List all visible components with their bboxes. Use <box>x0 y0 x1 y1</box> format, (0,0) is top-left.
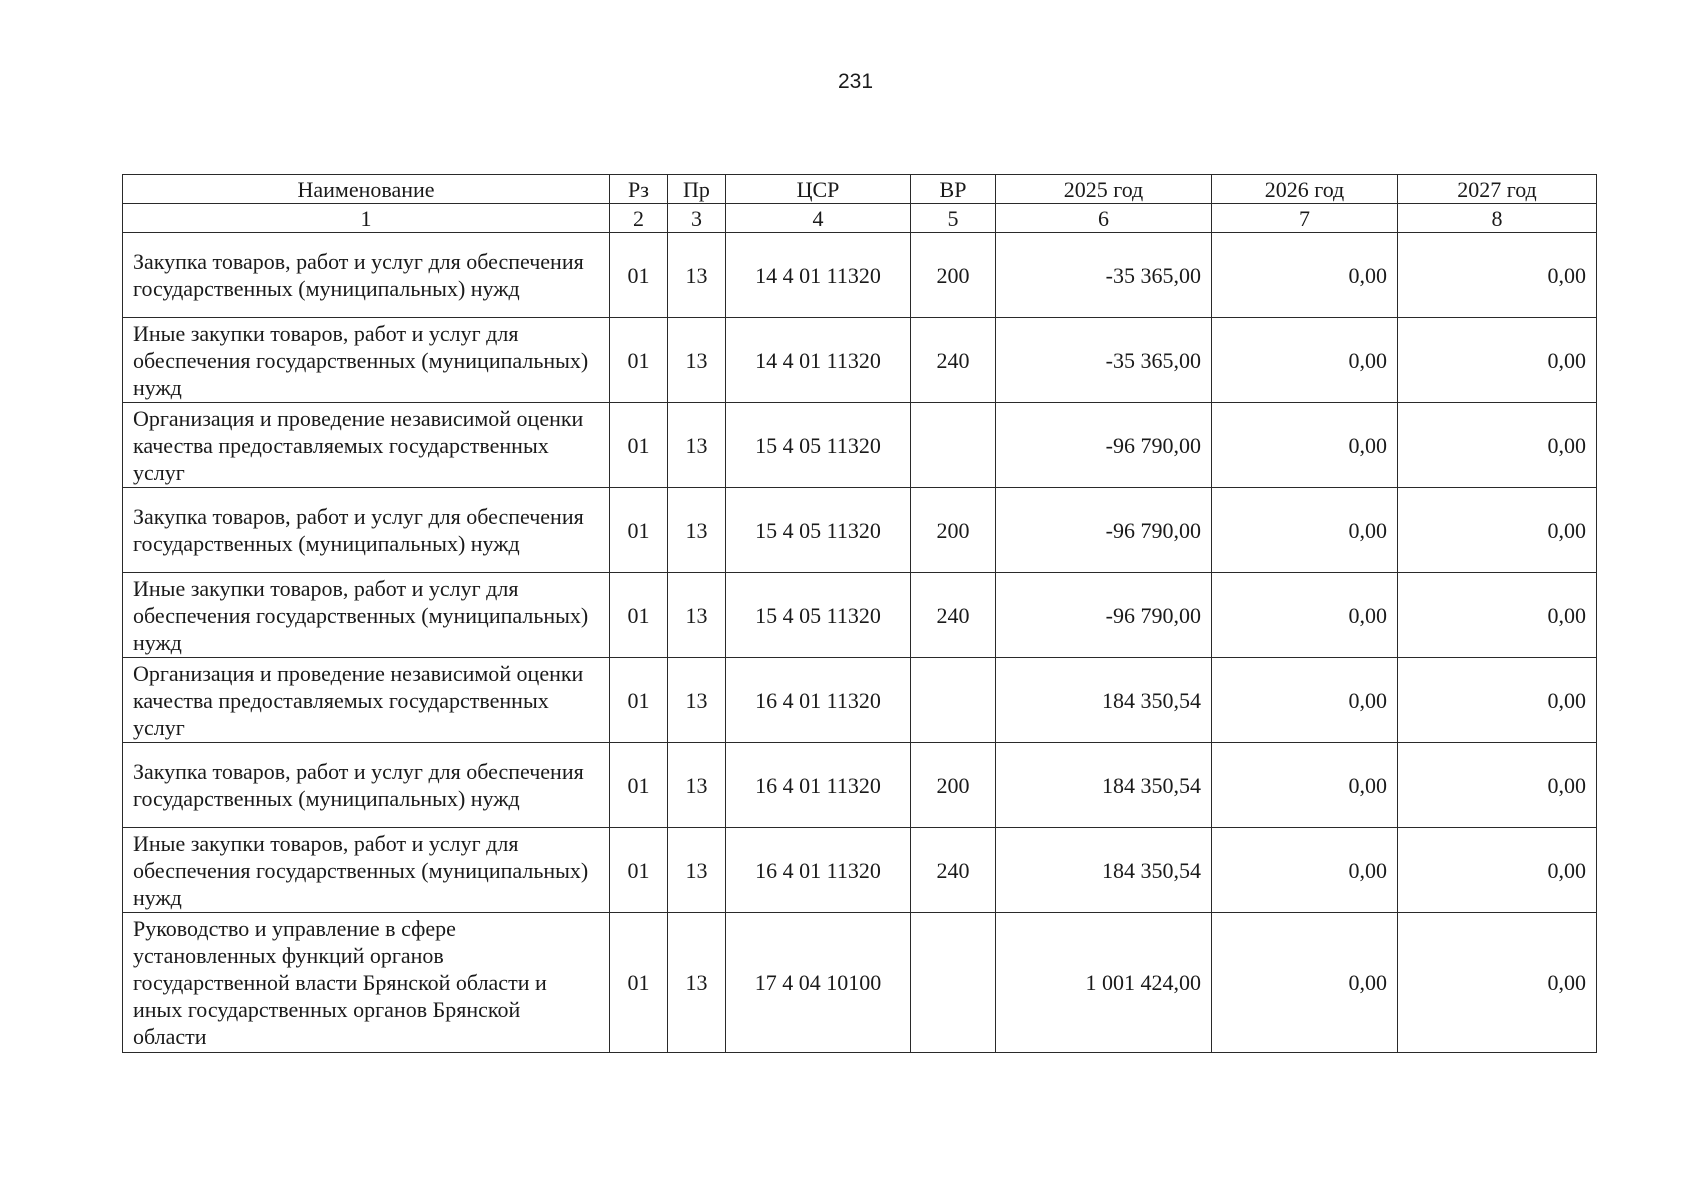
page-number: 231 <box>837 70 874 93</box>
table-row <box>123 913 1597 1053</box>
row-pr: 13 <box>668 913 726 1053</box>
row-name: Иные закупки товаров, работ и услуг для обеспечения государственных (муниципальных) нужд <box>123 828 610 913</box>
row-pr: 13 <box>668 658 726 743</box>
table-row <box>123 488 1597 573</box>
row-amount-2027: 0,00 <box>1398 828 1597 913</box>
row-csr: 16 4 01 11320 <box>726 658 911 743</box>
row-amount-2026: 0,00 <box>1212 573 1398 658</box>
budget-table <box>122 174 1597 1053</box>
row-csr: 15 4 05 11320 <box>726 488 911 573</box>
row-pr: 13 <box>668 743 726 828</box>
row-amount-2025: -96 790,00 <box>996 573 1212 658</box>
row-csr: 16 4 01 11320 <box>726 743 911 828</box>
column-number: 1 <box>123 204 610 233</box>
row-vr: 200 <box>911 743 996 828</box>
row-vr: 200 <box>911 488 996 573</box>
row-vr <box>911 403 996 488</box>
header-row <box>123 175 1597 204</box>
row-amount-2025: -35 365,00 <box>996 318 1212 403</box>
header-2026: 2026 год <box>1212 175 1398 204</box>
row-amount-2027: 0,00 <box>1398 488 1597 573</box>
row-rz: 01 <box>610 913 668 1053</box>
row-amount-2027: 0,00 <box>1398 233 1597 318</box>
row-pr: 13 <box>668 573 726 658</box>
header-name: Наименование <box>123 175 610 204</box>
header-vr: ВР <box>911 175 996 204</box>
column-number: 5 <box>911 204 996 233</box>
row-name: Закупка товаров, работ и услуг для обеспечения государственных (муниципальных) нужд <box>123 488 610 573</box>
row-vr: 200 <box>911 233 996 318</box>
row-amount-2025: -96 790,00 <box>996 403 1212 488</box>
row-name: Иные закупки товаров, работ и услуг для обеспечения государственных (муниципальных) нужд <box>123 573 610 658</box>
row-amount-2026: 0,00 <box>1212 828 1398 913</box>
row-amount-2026: 0,00 <box>1212 488 1398 573</box>
row-vr <box>911 913 996 1053</box>
column-number: 6 <box>996 204 1212 233</box>
row-pr: 13 <box>668 403 726 488</box>
row-csr: 17 4 04 10100 <box>726 913 911 1053</box>
column-number: 8 <box>1398 204 1597 233</box>
row-vr: 240 <box>911 318 996 403</box>
row-rz: 01 <box>610 743 668 828</box>
column-number: 4 <box>726 204 911 233</box>
row-amount-2025: -96 790,00 <box>996 488 1212 573</box>
row-amount-2025: -35 365,00 <box>996 233 1212 318</box>
header-2025: 2025 год <box>996 175 1212 204</box>
row-csr: 15 4 05 11320 <box>726 573 911 658</box>
row-rz: 01 <box>610 828 668 913</box>
row-amount-2026: 0,00 <box>1212 658 1398 743</box>
column-number-row <box>123 204 1597 233</box>
row-pr: 13 <box>668 828 726 913</box>
row-amount-2025: 184 350,54 <box>996 828 1212 913</box>
row-rz: 01 <box>610 233 668 318</box>
row-amount-2026: 0,00 <box>1212 233 1398 318</box>
table-row <box>123 828 1597 913</box>
row-name: Закупка товаров, работ и услуг для обеспечения государственных (муниципальных) нужд <box>123 233 610 318</box>
row-amount-2027: 0,00 <box>1398 318 1597 403</box>
row-amount-2027: 0,00 <box>1398 573 1597 658</box>
header-pr: Пр <box>668 175 726 204</box>
row-rz: 01 <box>610 488 668 573</box>
header-2027: 2027 год <box>1398 175 1597 204</box>
row-name: Организация и проведение независимой оценки качества предоставляемых государственных услуг <box>123 403 610 488</box>
row-amount-2026: 0,00 <box>1212 743 1398 828</box>
row-amount-2026: 0,00 <box>1212 913 1398 1053</box>
row-pr: 13 <box>668 318 726 403</box>
row-amount-2026: 0,00 <box>1212 318 1398 403</box>
table-row <box>123 318 1597 403</box>
header-rz: Рз <box>610 175 668 204</box>
table-row <box>123 403 1597 488</box>
row-rz: 01 <box>610 318 668 403</box>
row-amount-2025: 1 001 424,00 <box>996 913 1212 1053</box>
row-csr: 16 4 01 11320 <box>726 828 911 913</box>
table-row <box>123 743 1597 828</box>
row-amount-2026: 0,00 <box>1212 403 1398 488</box>
row-vr: 240 <box>911 573 996 658</box>
row-amount-2027: 0,00 <box>1398 913 1597 1053</box>
row-vr <box>911 658 996 743</box>
row-name: Руководство и управление в сфере установленных функций органов государственной власти Брянской области и иных государственных органов Брянской области <box>123 913 610 1053</box>
row-amount-2025: 184 350,54 <box>996 658 1212 743</box>
row-name: Иные закупки товаров, работ и услуг для обеспечения государственных (муниципальных) нужд <box>123 318 610 403</box>
row-name: Организация и проведение независимой оценки качества предоставляемых государственных услуг <box>123 658 610 743</box>
table-row <box>123 233 1597 318</box>
row-rz: 01 <box>610 573 668 658</box>
row-csr: 14 4 01 11320 <box>726 318 911 403</box>
row-rz: 01 <box>610 403 668 488</box>
column-number: 7 <box>1212 204 1398 233</box>
column-number: 2 <box>610 204 668 233</box>
row-pr: 13 <box>668 488 726 573</box>
column-number: 3 <box>668 204 726 233</box>
row-vr: 240 <box>911 828 996 913</box>
row-name: Закупка товаров, работ и услуг для обеспечения государственных (муниципальных) нужд <box>123 743 610 828</box>
row-rz: 01 <box>610 658 668 743</box>
table-row <box>123 658 1597 743</box>
row-pr: 13 <box>668 233 726 318</box>
row-amount-2027: 0,00 <box>1398 658 1597 743</box>
row-csr: 15 4 05 11320 <box>726 403 911 488</box>
row-csr: 14 4 01 11320 <box>726 233 911 318</box>
header-csr: ЦСР <box>726 175 911 204</box>
row-amount-2027: 0,00 <box>1398 403 1597 488</box>
row-amount-2027: 0,00 <box>1398 743 1597 828</box>
table-row <box>123 573 1597 658</box>
row-amount-2025: 184 350,54 <box>996 743 1212 828</box>
